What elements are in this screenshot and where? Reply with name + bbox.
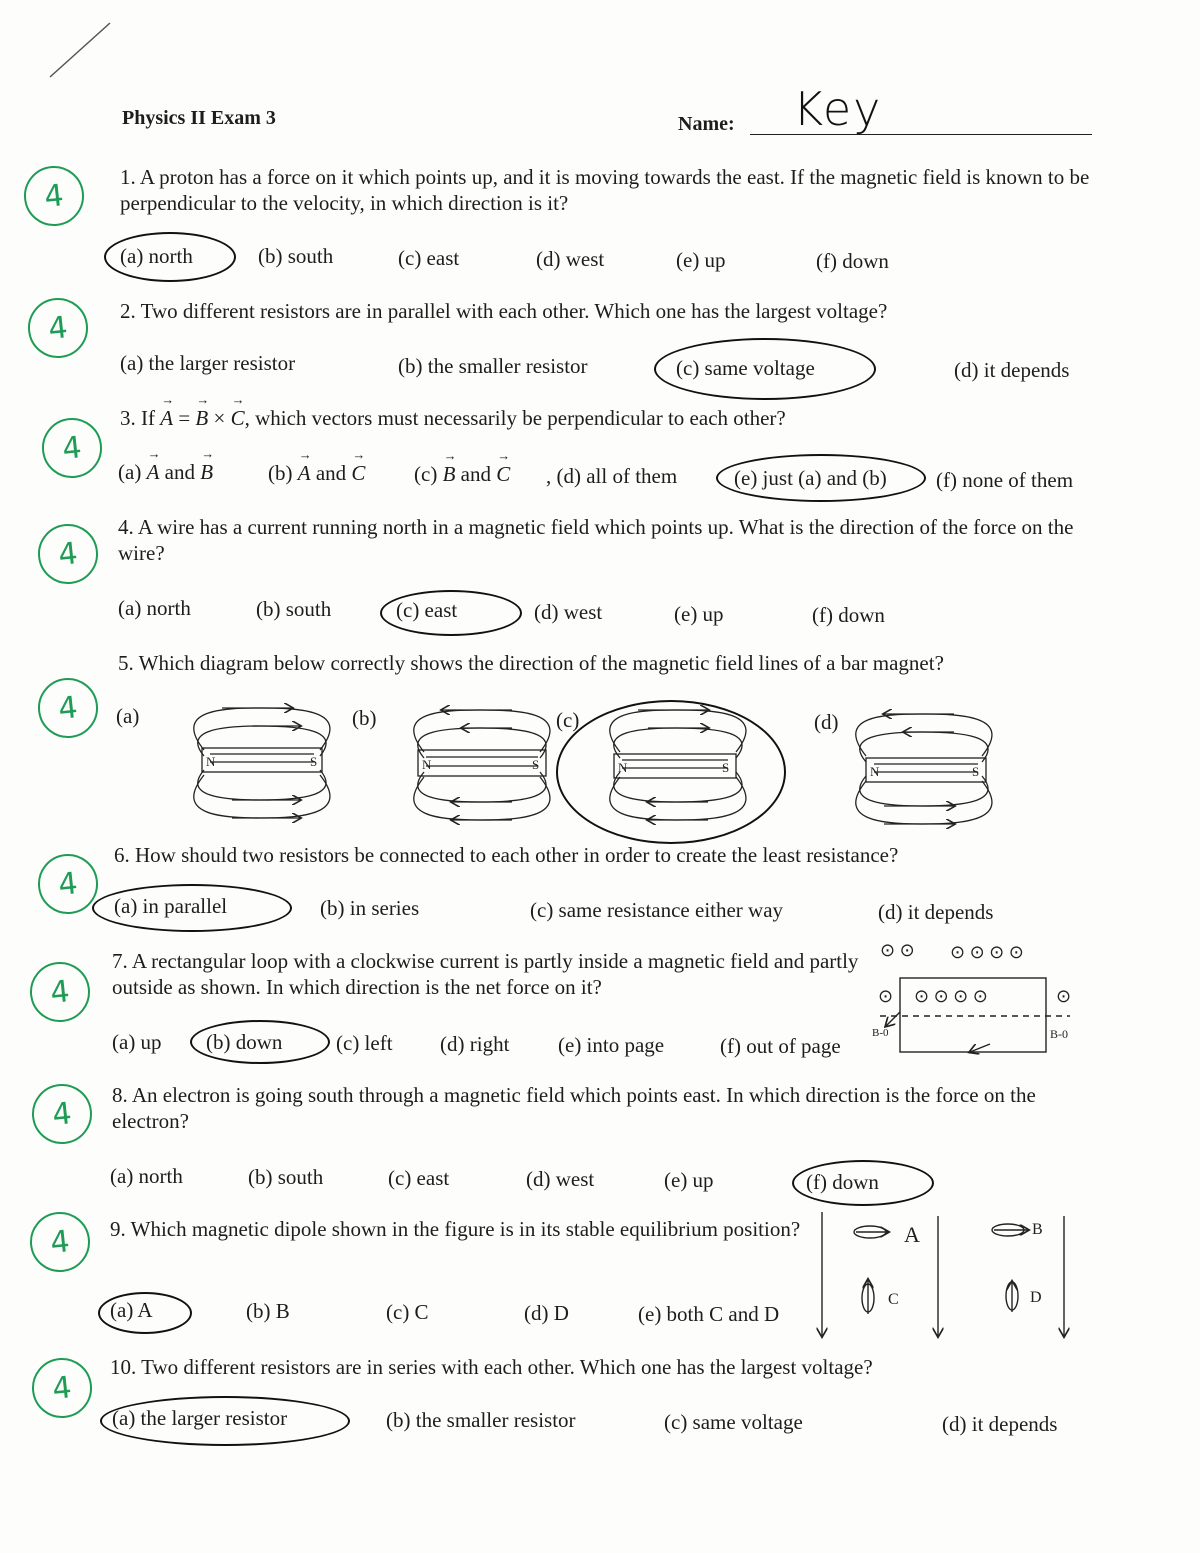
q9-option-a[interactable]: (a) A	[110, 1298, 153, 1322]
name-label: Name:	[678, 113, 735, 135]
dipole-d	[1006, 1282, 1042, 1312]
q9-option-e[interactable]: (e) both C and D	[638, 1302, 780, 1326]
answer-circle-q1	[104, 232, 236, 282]
q7-option-d[interactable]: (d) right	[440, 1032, 510, 1056]
q10-option-a[interactable]: (a) the larger resistor	[112, 1406, 288, 1430]
q5-option-d[interactable]: (d)	[814, 710, 839, 734]
field-boundary-left: B-0	[872, 1027, 889, 1039]
q9-option-b[interactable]: (b) B	[246, 1299, 290, 1323]
answer-circle-q2	[654, 338, 876, 400]
q3-option-d[interactable]: , (d) all of them	[546, 464, 678, 488]
answer-circle-q7	[190, 1020, 330, 1064]
q4-option-a[interactable]: (a) north	[118, 596, 191, 620]
q6-option-a[interactable]: (a) in parallel	[114, 894, 228, 918]
q9-option-c[interactable]: (c) C	[386, 1300, 429, 1324]
q8-option-a[interactable]: (a) north	[110, 1164, 183, 1188]
q4-option-e[interactable]: (e) up	[674, 602, 724, 626]
q7-option-b[interactable]: (b) down	[206, 1030, 283, 1054]
q8-option-d[interactable]: (d) west	[526, 1167, 595, 1191]
pen-stroke-mark	[40, 15, 120, 85]
q7-option-c[interactable]: (c) left	[336, 1031, 393, 1055]
q10-option-b[interactable]: (b) the smaller resistor	[386, 1408, 576, 1432]
q10-option-d[interactable]: (d) it depends	[942, 1412, 1058, 1436]
q4-text: 4. A wire has a current running north in a magnetic field which points up. What is the direction of the force on the wire?	[118, 515, 1074, 565]
q4-option-d[interactable]: (d) west	[534, 600, 603, 624]
q7-option-a[interactable]: (a) up	[112, 1030, 162, 1054]
q1-option-d[interactable]: (d) west	[536, 247, 605, 271]
q9-dipole-figure	[822, 1212, 1064, 1336]
answer-circle-q5	[556, 700, 786, 844]
q3-option-c[interactable]: (c) → B and → C	[414, 462, 510, 487]
field-dots	[878, 940, 1071, 1006]
exam-title: Physics II Exam 3	[122, 107, 276, 129]
q6-option-c[interactable]: (c) same resistance either way	[530, 898, 784, 922]
q5-option-b[interactable]: (b)	[352, 706, 377, 730]
q1-option-e[interactable]: (e) up	[676, 248, 726, 272]
score-q1: 4	[21, 163, 87, 229]
dipole-b	[992, 1221, 1043, 1238]
q3-option-f[interactable]: (f) none of them	[936, 468, 1074, 492]
score-q10: 4	[29, 1355, 95, 1421]
vector-b: → B	[195, 406, 208, 430]
q7-loop-figure	[872, 940, 1071, 1052]
q7-option-e[interactable]: (e) into page	[558, 1033, 665, 1057]
q3-text: 3. If → A = → B × → C, which vectors must necessarily be perpendicular to each other?	[120, 406, 786, 431]
q5-text: 5. Which diagram below correctly shows the direction of the magnetic field lines of a bar magnet?	[118, 651, 944, 675]
score-q9: 4	[27, 1209, 93, 1275]
name-value-handwritten: Key	[793, 82, 883, 136]
magnet-diagram-d	[856, 714, 992, 824]
q1-option-b[interactable]: (b) south	[258, 244, 334, 268]
q3-option-a[interactable]: (a) → A and → B	[118, 460, 213, 485]
q6-option-b[interactable]: (b) in series	[320, 896, 420, 920]
name-underline	[750, 134, 1092, 135]
pole-n-d: N	[870, 764, 880, 779]
pole-s-b: S	[532, 757, 540, 772]
q10-text: 10. Two different resistors are in series with each other. Which one has the largest voltage?	[110, 1355, 873, 1379]
q8-text: 8. An electron is going south through a magnetic field which points east. In which direction is the force on the electron?	[112, 1083, 1036, 1133]
pole-n-c: N	[618, 760, 628, 775]
q6-option-d[interactable]: (d) it depends	[878, 900, 994, 924]
q10-option-c[interactable]: (c) same voltage	[664, 1410, 803, 1434]
svg-text:⊙: ⊙	[1056, 986, 1072, 1006]
score-q8: 4	[29, 1081, 95, 1147]
vector-a: → A	[160, 406, 173, 430]
magnet-diagram-b	[414, 710, 550, 820]
svg-text:⊙ ⊙: ⊙ ⊙	[880, 940, 915, 960]
q1-text: 1. A proton has a force on it which points up, and it is moving towards the east. If the magnetic field is known to be perpendicular to the velocity, in which direction is it?	[120, 165, 1090, 215]
q7-text: 7. A rectangular loop with a clockwise current is partly inside a magnetic field and partly outside as shown. In which direction is the net force on it?	[112, 949, 859, 999]
q2-option-d[interactable]: (d) it depends	[954, 358, 1070, 382]
q5-option-c[interactable]: (c)	[556, 708, 580, 732]
q2-option-b[interactable]: (b) the smaller resistor	[398, 354, 588, 378]
answer-circle-q6	[92, 884, 292, 932]
answer-circle-q9	[98, 1292, 192, 1334]
svg-text:A: A	[904, 1222, 920, 1247]
pole-s-a: S	[310, 754, 318, 769]
field-boundary-right: B-0	[1050, 1027, 1068, 1041]
score-q4: 4	[35, 521, 101, 587]
q4-option-b[interactable]: (b) south	[256, 597, 332, 621]
q2-option-c[interactable]: (c) same voltage	[676, 356, 815, 380]
pole-n-b: N	[422, 757, 432, 772]
magnet-diagram-a	[194, 708, 330, 818]
q1-option-c[interactable]: (c) east	[398, 246, 460, 270]
q1-option-a[interactable]: (a) north	[120, 244, 193, 268]
svg-text:C: C	[888, 1291, 899, 1308]
q9-option-d[interactable]: (d) D	[524, 1301, 569, 1325]
answer-circle-q8	[792, 1160, 934, 1206]
pole-n-a: N	[206, 754, 216, 769]
score-q6: 4	[35, 851, 101, 917]
q8-option-e[interactable]: (e) up	[664, 1168, 714, 1192]
q3-option-e[interactable]: (e) just (a) and (b)	[734, 466, 887, 490]
score-q2: 4	[25, 295, 91, 361]
score-q7: 4	[27, 959, 93, 1025]
q9-text: 9. Which magnetic dipole shown in the figure is in its stable equilibrium position?	[110, 1217, 801, 1241]
svg-text:⊙ ⊙ ⊙ ⊙: ⊙ ⊙ ⊙ ⊙	[950, 942, 1024, 962]
svg-text:⊙: ⊙	[878, 986, 894, 1006]
q4-option-f[interactable]: (f) down	[812, 603, 885, 627]
answer-circle-q4	[380, 590, 522, 636]
q2-option-a[interactable]: (a) the larger resistor	[120, 351, 296, 375]
dipole-c	[862, 1280, 899, 1314]
answer-circle-q10	[100, 1396, 350, 1446]
q1-option-f[interactable]: (f) down	[816, 249, 889, 273]
q8-option-b[interactable]: (b) south	[248, 1165, 324, 1189]
svg-text:B: B	[1032, 1221, 1043, 1238]
q5-option-a[interactable]: (a)	[116, 704, 140, 728]
q8-option-c[interactable]: (c) east	[388, 1166, 450, 1190]
pole-s-c: S	[722, 760, 730, 775]
q6-text: 6. How should two resistors be connected to each other in order to create the least resistance?	[114, 843, 899, 867]
q3-option-b[interactable]: (b) → A and → C	[268, 461, 365, 486]
svg-text:⊙ ⊙ ⊙ ⊙: ⊙ ⊙ ⊙ ⊙	[914, 986, 988, 1006]
q7-option-f[interactable]: (f) out of page	[720, 1034, 841, 1058]
q2-text: 2. Two different resistors are in parallel with each other. Which one has the largest voltage?	[120, 299, 888, 323]
score-q3: 4	[39, 415, 105, 481]
score-q5: 4	[35, 675, 101, 741]
q8-option-f[interactable]: (f) down	[806, 1170, 879, 1194]
pole-s-d: S	[972, 764, 980, 779]
q4-option-c[interactable]: (c) east	[396, 598, 458, 622]
vector-c: → C	[231, 406, 245, 430]
dipole-a	[854, 1222, 920, 1247]
answer-circle-q3	[716, 454, 926, 502]
svg-text:D: D	[1030, 1289, 1042, 1306]
